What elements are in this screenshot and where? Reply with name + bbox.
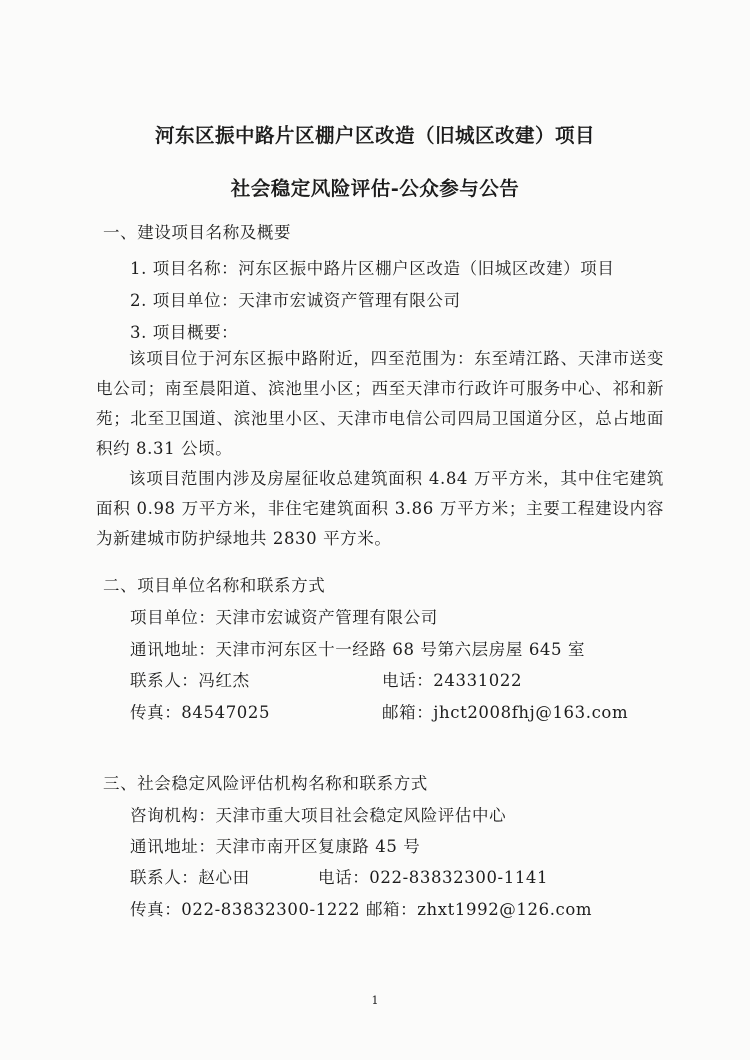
section-2-heading: 二、项目单位名称和联系方式: [103, 576, 326, 595]
project-name-item: 1. 项目名称：河东区振中路片区棚户区改造（旧城区改建）项目: [130, 259, 615, 278]
unit-fax: 传真：84547025: [130, 703, 271, 722]
unit-address-line: 通讯地址：天津市河东区十一经路 68 号第六层房屋 645 室: [130, 640, 586, 659]
title-line-2: 社会稳定风险评估-公众参与公告: [230, 177, 520, 200]
project-scope-paragraph: 该项目范围内涉及房屋征收总建筑面积 4.84 万平方米，其中住宅建筑面积 0.98 万平方米，非住宅建筑面积 3.86 万平方米；主要工程建设内容为新建城市防护绿地共 2830 平方米。: [96, 469, 664, 548]
agency-contact-person: 联系人：赵心田: [130, 868, 250, 887]
project-overview-item: 3. 项目概要：: [130, 323, 239, 342]
agency-name-line: 咨询机构：天津市重大项目社会稳定风险评估中心: [130, 806, 507, 825]
agency-phone: 电话：022-83832300-1141: [318, 868, 549, 887]
title-line-1: 河东区振中路片区棚户区改造（旧城区改建）项目: [154, 124, 595, 147]
unit-phone: 电话：24331022: [382, 671, 523, 690]
agency-fax-email: 传真：022-83832300-1222 邮箱：zhxt1992@126.com: [130, 900, 593, 919]
unit-name-line: 项目单位：天津市宏诚资产管理有限公司: [130, 608, 438, 627]
agency-address-line: 通讯地址：天津市南开区复康路 45 号: [130, 837, 421, 856]
section-3-heading: 三、社会稳定风险评估机构名称和联系方式: [103, 774, 428, 793]
project-location-paragraph: 该项目位于河东区振中路附近，四至范围为：东至靖江路、天津市送变电公司；南至晨阳道、滨池里小区；西至天津市行政许可服务中心、祁和新苑；北至卫国道、滨池里小区、天津市电信公司四局卫国道分区，总占地面积约 8.31 公顷。: [96, 349, 664, 458]
page-number: 1: [371, 994, 379, 1007]
unit-email: 邮箱：jhct2008fhj@163.com: [382, 703, 629, 722]
project-unit-item: 2. 项目单位：天津市宏诚资产管理有限公司: [130, 291, 461, 310]
unit-contact-person: 联系人：冯红杰: [130, 671, 250, 690]
section-1-heading: 一、建设项目名称及概要: [103, 223, 292, 242]
